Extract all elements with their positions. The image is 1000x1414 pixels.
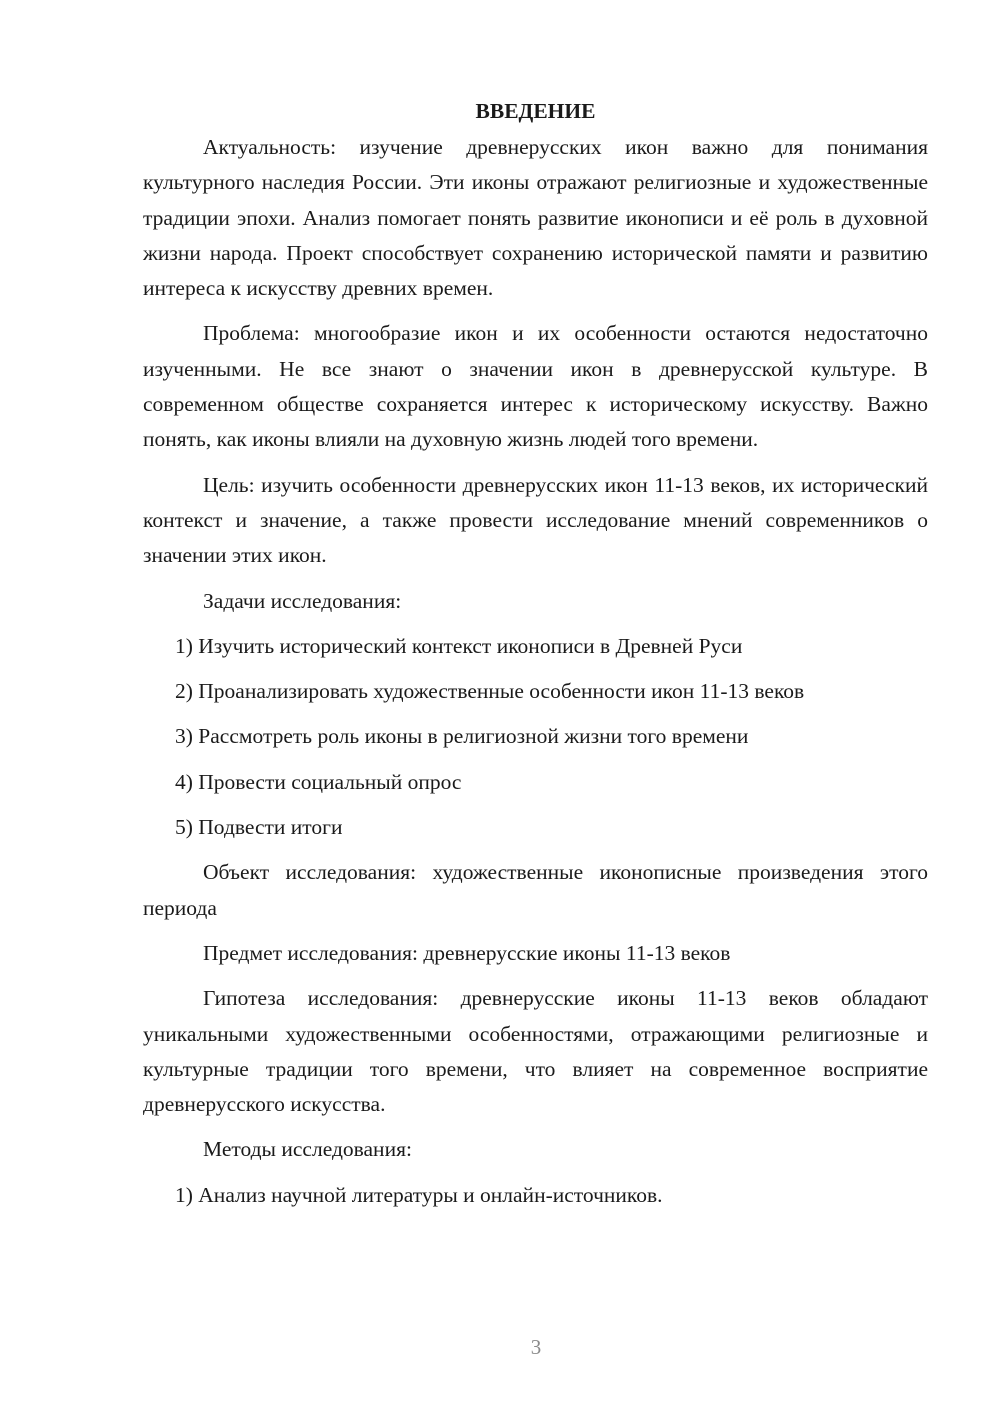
methods-heading: Методы исследования: xyxy=(203,1137,412,1162)
task-item-2: 2) Проанализировать художественные особенности икон 11-13 веков xyxy=(175,679,805,704)
paragraph-goal: Цель: изучить особенности древнерусских икон 11-13 веков, их исторический контекст и значение, а также провести исследование мнений современников о значении этих икон. xyxy=(143,472,928,568)
paragraph-hypothesis: Гипотеза исследования: древнерусские иконы 11-13 веков обладают уникальными художественными особенностями, отражающими религиозные и культурные традиции того времени, что влияет на современное восприятие древнерусского искусства. xyxy=(143,986,928,1117)
page-number: 3 xyxy=(530,1335,542,1359)
task-item-4: 4) Провести социальный опрос xyxy=(175,769,462,794)
paragraph-problem: Проблема: многообразие икон и их особенности остаются недостаточно изученными. Не все знают о значении икон в древнерусской культуре. В современном обществе сохраняется интерес к историческому искусству. Важно понять, как иконы влияли на духовную жизнь людей того времени. xyxy=(143,321,928,452)
method-item-1: 1) Анализ научной литературы и онлайн-источников. xyxy=(175,1182,663,1207)
paragraph-subject: Предмет исследования: древнерусские иконы 11-13 веков xyxy=(203,940,731,965)
task-item-3: 3) Рассмотреть роль иконы в религиозной жизни того времени xyxy=(175,724,749,749)
task-item-5: 5) Подвести итоги xyxy=(175,815,343,840)
page-title: ВВЕДЕНИЕ xyxy=(475,99,596,123)
paragraph-relevance: Актуальность: изучение древнерусских икон важно для понимания культурного наследия России. Эти иконы отражают религиозные и художественные традиции эпохи. Анализ помогает понять развитие иконописи и её роль в духовной жизни народа. Проект способствует сохранению исторической памяти и развитию интереса к искусству древних времен. xyxy=(143,135,928,301)
paragraph-object: Объект исследования: художественные иконописные произведения этого периода xyxy=(143,860,928,920)
page-content xyxy=(143,94,928,1223)
tasks-heading: Задачи исследования: xyxy=(203,588,402,613)
task-item-1: 1) Изучить исторический контекст иконописи в Древней Руси xyxy=(175,633,743,658)
